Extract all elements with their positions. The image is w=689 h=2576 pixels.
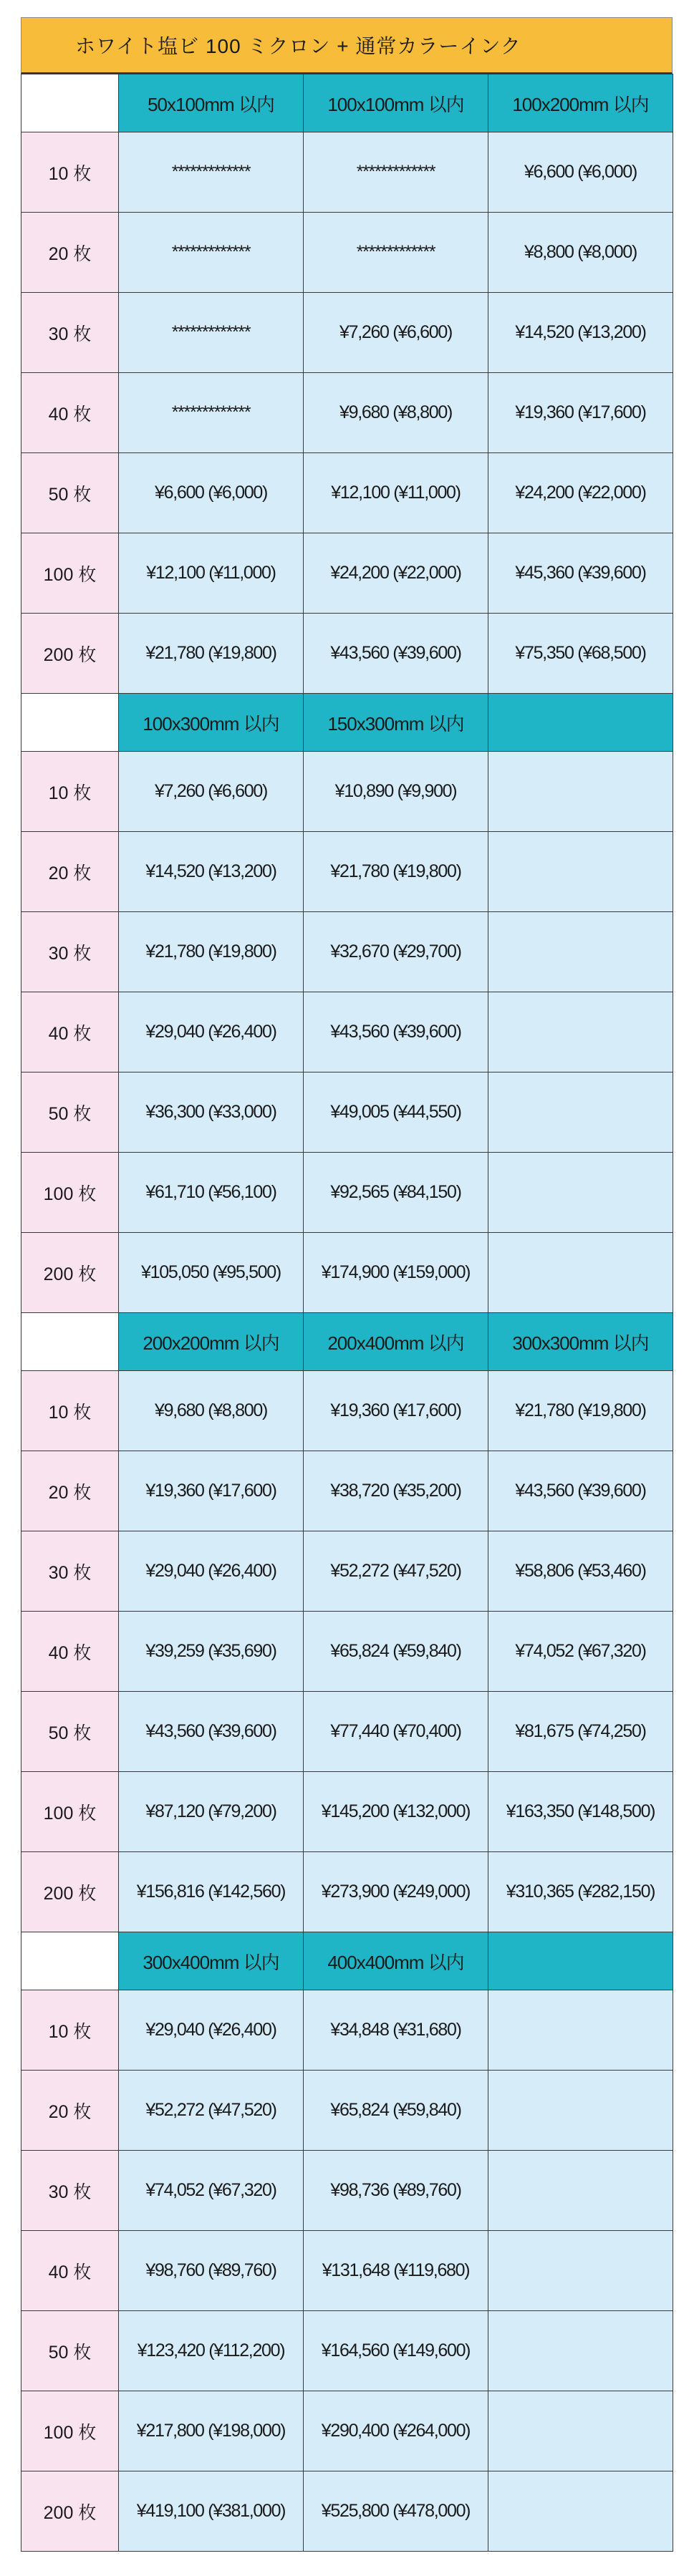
size-header: 200x200mm 以内	[119, 1313, 304, 1371]
table-row	[21, 373, 673, 453]
price-cell: ¥24,200 (¥22,000)	[488, 453, 673, 533]
table-row	[21, 1612, 673, 1692]
price-cell: ¥105,050 (¥95,500)	[119, 1233, 304, 1313]
quantity-label: 40 枚	[21, 992, 119, 1072]
size-header	[488, 1932, 673, 1990]
price-cell: ¥29,040 (¥26,400)	[119, 1531, 304, 1612]
price-cell: ¥7,260 (¥6,600)	[119, 752, 304, 832]
quantity-label: 50 枚	[21, 1072, 119, 1153]
price-cell: ¥21,780 (¥19,800)	[119, 614, 304, 694]
price-cell: ¥43,560 (¥39,600)	[119, 1692, 304, 1772]
price-cell: ¥525,800 (¥478,000)	[304, 2471, 488, 2552]
price-cell: *************	[304, 132, 488, 213]
table-title: ホワイト塩ビ 100 ミクロン + 通常カラーインク	[21, 17, 673, 74]
price-cell: ¥65,824 (¥59,840)	[304, 1612, 488, 1692]
price-cell: *************	[119, 373, 304, 453]
quantity-label: 10 枚	[21, 132, 119, 213]
table-row	[21, 832, 673, 912]
price-cell	[488, 832, 673, 912]
price-cell: ¥19,360 (¥17,600)	[488, 373, 673, 453]
quantity-label: 40 枚	[21, 2231, 119, 2311]
size-header: 100x100mm 以内	[304, 74, 488, 132]
table-row	[21, 2231, 673, 2311]
size-header: 400x400mm 以内	[304, 1932, 488, 1990]
price-cell: ¥61,710 (¥56,100)	[119, 1153, 304, 1233]
price-cell: ¥87,120 (¥79,200)	[119, 1772, 304, 1852]
price-cell: ¥19,360 (¥17,600)	[119, 1451, 304, 1531]
price-cell	[488, 2151, 673, 2231]
table-row	[21, 752, 673, 832]
price-cell	[488, 912, 673, 992]
price-cell: ¥74,052 (¥67,320)	[488, 1612, 673, 1692]
price-cell: ¥10,890 (¥9,900)	[304, 752, 488, 832]
quantity-label: 30 枚	[21, 2151, 119, 2231]
price-cell: ¥98,760 (¥89,760)	[119, 2231, 304, 2311]
table-row	[21, 2311, 673, 2391]
price-cell: *************	[304, 213, 488, 293]
table-row	[21, 614, 673, 694]
price-cell: ¥290,400 (¥264,000)	[304, 2391, 488, 2471]
price-cell: ¥52,272 (¥47,520)	[304, 1531, 488, 1612]
price-cell	[488, 2071, 673, 2151]
price-cell: ¥43,560 (¥39,600)	[304, 614, 488, 694]
quantity-label: 100 枚	[21, 1153, 119, 1233]
quantity-label: 10 枚	[21, 752, 119, 832]
size-header-row	[21, 74, 673, 132]
price-cell	[488, 2311, 673, 2391]
size-header: 100x200mm 以内	[488, 74, 673, 132]
header-corner-cell	[21, 694, 119, 752]
price-cell: ¥123,420 (¥112,200)	[119, 2311, 304, 2391]
price-cell: ¥6,600 (¥6,000)	[488, 132, 673, 213]
price-cell: ¥19,360 (¥17,600)	[304, 1371, 488, 1451]
header-corner-cell	[21, 1932, 119, 1990]
price-cell	[488, 1990, 673, 2071]
price-cell: ¥145,200 (¥132,000)	[304, 1772, 488, 1852]
price-cell: ¥75,350 (¥68,500)	[488, 614, 673, 694]
table-row	[21, 1772, 673, 1852]
price-cell: ¥21,780 (¥19,800)	[304, 832, 488, 912]
quantity-label: 20 枚	[21, 213, 119, 293]
price-cell	[488, 2391, 673, 2471]
price-cell: ¥21,780 (¥19,800)	[119, 912, 304, 992]
price-cell: ¥43,560 (¥39,600)	[304, 992, 488, 1072]
price-cell: ¥21,780 (¥19,800)	[488, 1371, 673, 1451]
price-cell: ¥52,272 (¥47,520)	[119, 2071, 304, 2151]
table-row	[21, 132, 673, 213]
table-row	[21, 2151, 673, 2231]
price-cell: ¥24,200 (¥22,000)	[304, 533, 488, 614]
table-row	[21, 1990, 673, 2071]
header-corner-cell	[21, 1313, 119, 1371]
table-row	[21, 1451, 673, 1531]
size-header: 150x300mm 以内	[304, 694, 488, 752]
quantity-label: 100 枚	[21, 2391, 119, 2471]
table-row	[21, 1531, 673, 1612]
price-cell: ¥29,040 (¥26,400)	[119, 992, 304, 1072]
table-row	[21, 1371, 673, 1451]
price-cell: *************	[119, 293, 304, 373]
price-cell	[488, 752, 673, 832]
price-cell: ¥98,736 (¥89,760)	[304, 2151, 488, 2231]
price-cell: ¥163,350 (¥148,500)	[488, 1772, 673, 1852]
price-cell	[488, 1153, 673, 1233]
price-cell: ¥36,300 (¥33,000)	[119, 1072, 304, 1153]
price-cell: ¥14,520 (¥13,200)	[119, 832, 304, 912]
price-cell: ¥29,040 (¥26,400)	[119, 1990, 304, 2071]
price-cell: ¥39,259 (¥35,690)	[119, 1612, 304, 1692]
price-cell: ¥6,600 (¥6,000)	[119, 453, 304, 533]
quantity-label: 200 枚	[21, 1852, 119, 1932]
price-cell: ¥9,680 (¥8,800)	[119, 1371, 304, 1451]
price-cell	[488, 1233, 673, 1313]
quantity-label: 100 枚	[21, 1772, 119, 1852]
price-cell: ¥49,005 (¥44,550)	[304, 1072, 488, 1153]
price-cell: ¥58,806 (¥53,460)	[488, 1531, 673, 1612]
price-cell: ¥273,900 (¥249,000)	[304, 1852, 488, 1932]
price-cell: ¥12,100 (¥11,000)	[119, 533, 304, 614]
quantity-label: 50 枚	[21, 453, 119, 533]
table-row	[21, 2391, 673, 2471]
price-cell: ¥74,052 (¥67,320)	[119, 2151, 304, 2231]
price-cell: ¥12,100 (¥11,000)	[304, 453, 488, 533]
quantity-label: 40 枚	[21, 1612, 119, 1692]
quantity-label: 50 枚	[21, 2311, 119, 2391]
size-header-row	[21, 694, 673, 752]
price-cell: ¥77,440 (¥70,400)	[304, 1692, 488, 1772]
table-row	[21, 2071, 673, 2151]
table-row	[21, 453, 673, 533]
quantity-label: 10 枚	[21, 1990, 119, 2071]
table-row	[21, 1153, 673, 1233]
size-header: 50x100mm 以内	[119, 74, 304, 132]
price-cell: ¥8,800 (¥8,000)	[488, 213, 673, 293]
price-cell: ¥164,560 (¥149,600)	[304, 2311, 488, 2391]
price-cell: ¥32,670 (¥29,700)	[304, 912, 488, 992]
price-cell	[488, 2231, 673, 2311]
price-cell	[488, 992, 673, 1072]
price-cell: ¥14,520 (¥13,200)	[488, 293, 673, 373]
table-row	[21, 2471, 673, 2552]
header-corner-cell	[21, 74, 119, 132]
size-header	[488, 694, 673, 752]
price-cell	[488, 2471, 673, 2552]
size-header: 200x400mm 以内	[304, 1313, 488, 1371]
quantity-label: 30 枚	[21, 1531, 119, 1612]
price-cell: ¥131,648 (¥119,680)	[304, 2231, 488, 2311]
size-header: 300x300mm 以内	[488, 1313, 673, 1371]
price-cell: ¥43,560 (¥39,600)	[488, 1451, 673, 1531]
price-cell: ¥174,900 (¥159,000)	[304, 1233, 488, 1313]
price-cell: ¥310,365 (¥282,150)	[488, 1852, 673, 1932]
quantity-label: 40 枚	[21, 373, 119, 453]
price-cell: ¥7,260 (¥6,600)	[304, 293, 488, 373]
quantity-label: 200 枚	[21, 2471, 119, 2552]
table-row	[21, 1072, 673, 1153]
price-cell: ¥38,720 (¥35,200)	[304, 1451, 488, 1531]
price-table-container	[21, 17, 673, 2552]
quantity-label: 30 枚	[21, 912, 119, 992]
price-cell: ¥419,100 (¥381,000)	[119, 2471, 304, 2552]
price-cell	[488, 1072, 673, 1153]
table-row	[21, 1233, 673, 1313]
quantity-label: 20 枚	[21, 832, 119, 912]
price-cell: ¥65,824 (¥59,840)	[304, 2071, 488, 2151]
table-row	[21, 213, 673, 293]
size-header: 100x300mm 以内	[119, 694, 304, 752]
table-row	[21, 293, 673, 373]
price-table	[21, 74, 673, 2552]
quantity-label: 30 枚	[21, 293, 119, 373]
price-cell: ¥45,360 (¥39,600)	[488, 533, 673, 614]
table-row	[21, 1852, 673, 1932]
table-row	[21, 1692, 673, 1772]
table-row	[21, 912, 673, 992]
quantity-label: 50 枚	[21, 1692, 119, 1772]
price-cell: *************	[119, 132, 304, 213]
price-cell: ¥92,565 (¥84,150)	[304, 1153, 488, 1233]
table-row	[21, 992, 673, 1072]
price-cell: ¥156,816 (¥142,560)	[119, 1852, 304, 1932]
price-cell: ¥81,675 (¥74,250)	[488, 1692, 673, 1772]
price-cell: *************	[119, 213, 304, 293]
table-row	[21, 533, 673, 614]
price-cell: ¥9,680 (¥8,800)	[304, 373, 488, 453]
quantity-label: 100 枚	[21, 533, 119, 614]
quantity-label: 20 枚	[21, 1451, 119, 1531]
size-header: 300x400mm 以内	[119, 1932, 304, 1990]
size-header-row	[21, 1932, 673, 1990]
quantity-label: 200 枚	[21, 1233, 119, 1313]
price-cell: ¥34,848 (¥31,680)	[304, 1990, 488, 2071]
size-header-row	[21, 1313, 673, 1371]
quantity-label: 20 枚	[21, 2071, 119, 2151]
quantity-label: 200 枚	[21, 614, 119, 694]
quantity-label: 10 枚	[21, 1371, 119, 1451]
price-cell: ¥217,800 (¥198,000)	[119, 2391, 304, 2471]
